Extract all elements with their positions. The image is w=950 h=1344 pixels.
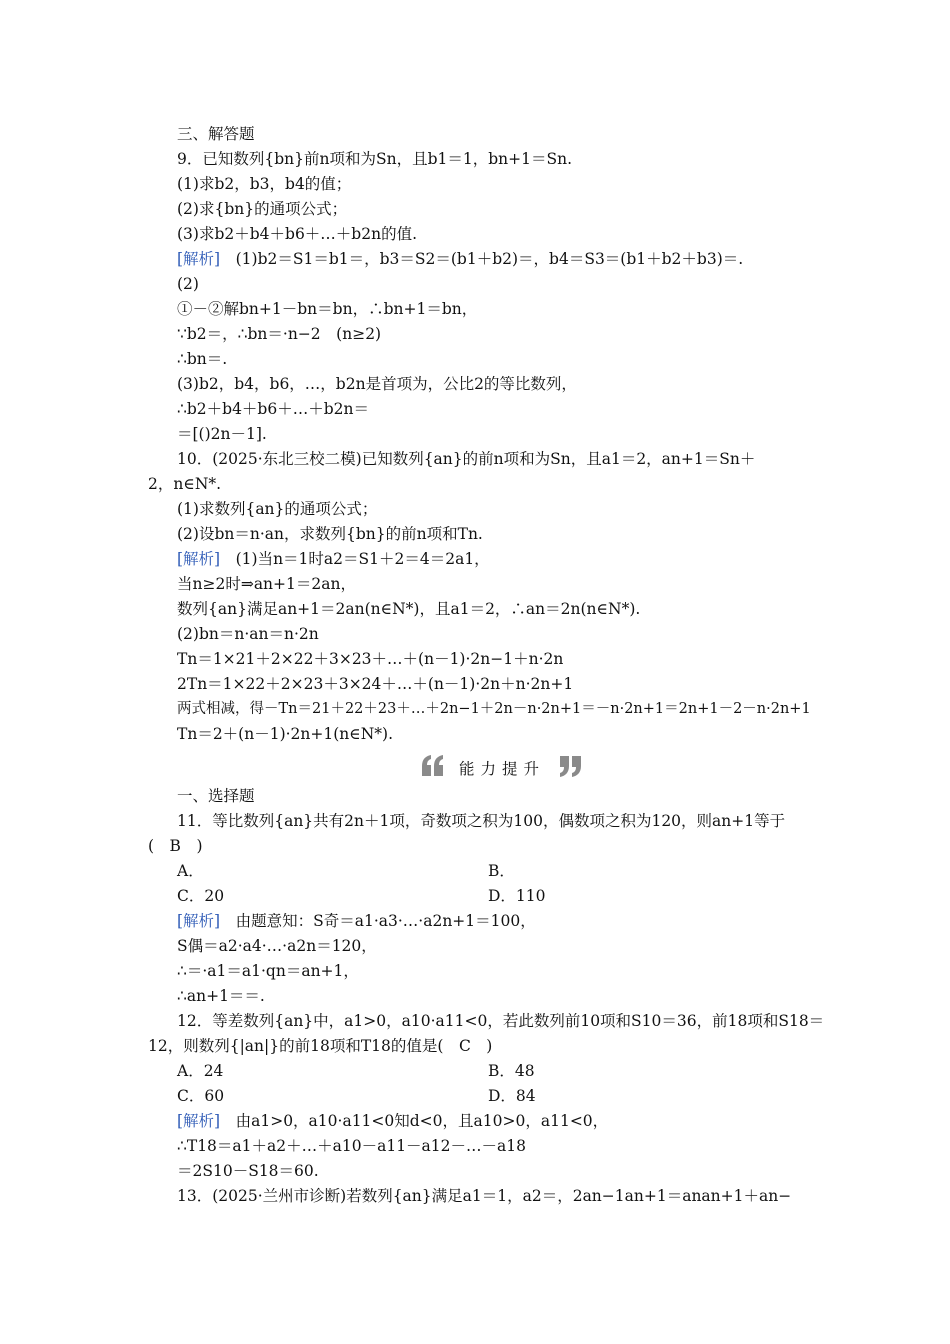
question-11-solution-3: ∴＝·a1＝a1·qn＝an+1， (177, 962, 359, 980)
question-9-part-1: (1)求b2，b3，b4的值； (177, 175, 352, 193)
analysis-tag: [解析] (177, 1112, 221, 1130)
question-9-solution-1: [解析] (1)b2＝S1＝b1＝，b3＝S2＝(b1＋b2)＝，b4＝S3＝(b1＋b2＋b3)＝. (177, 250, 744, 268)
question-12-solution-3: ＝2S10－S18＝60. (177, 1162, 319, 1180)
question-12-solution-2: ∴T18＝a1＋a2＋…＋a10－a11－a12－…－a18 (177, 1137, 526, 1155)
question-10-solution-3: 数列{an}满足an+1＝2an(n∈N*)，且a1＝2，∴an＝2n(n∈N*). (177, 600, 641, 618)
analysis-tag: [解析] (177, 550, 221, 568)
section-heading-answers: 三、解答题 (177, 125, 255, 143)
question-10-solution-2: 当n≥2时⇒an+1＝2an， (177, 575, 356, 593)
question-10-solution-6: 2Tn＝1×22＋2×23＋3×24＋…＋(n－1)·2n＋n·2n+1 (177, 675, 574, 693)
question-9-solution-7: ∴b2＋b4＋b6＋…＋b2n＝ (177, 400, 369, 418)
question-9-part-3: (3)求b2＋b4＋b6＋…＋b2n的值. (177, 225, 418, 243)
question-12-stem-line-2: 12，则数列{|an|}的前18项和T18的值是( C ) (148, 1037, 493, 1055)
question-10-solution-7: 两式相减，得－Tn＝21＋22＋23＋…＋2n−1＋2n－n·2n+1＝－n·2n+1＝2n+1－2－n·2n+1 (177, 701, 811, 717)
question-11-solution-4: ∴an+1＝＝. (177, 987, 265, 1005)
question-13-stem-line-1: 13．(2025·兰州市诊断)若数列{an}满足a1＝1，a2＝，2an−1an+1＝anan+1＋an− (177, 1187, 792, 1205)
question-10-stem-line-2: 2，n∈N*. (148, 475, 222, 493)
question-10-solution-4: (2)bn＝n·an＝n·2n (177, 625, 319, 643)
question-10-part-1: (1)求数列{an}的通项公式； (177, 500, 378, 518)
question-9-solution-3: ①－②解bn+1－bn＝bn，∴bn+1＝bn， (177, 300, 478, 318)
question-11-stem-line-1: 11．等比数列{an}共有2n＋1项，奇数项之积为100，偶数项之积为120，则an+1等于 (177, 812, 786, 830)
question-10-solution-5: Tn＝1×21＋2×22＋3×23＋…＋(n－1)·2n−1＋n·2n (177, 650, 564, 668)
question-9-solution-6: (3)b2，b4，b6，…，b2n是首项为，公比2的等比数列， (177, 375, 577, 393)
question-10-solution-1: [解析] (1)当n＝1时a2＝S1＋2＝4＝2a1， (177, 550, 490, 568)
banner-title: 能力提升 (458, 760, 545, 778)
question-11-solution-2: S偶＝a2·a4·…·a2n＝120， (177, 937, 377, 955)
question-11-option-d: D．110 (488, 887, 546, 905)
question-11-option-c: C．20 (177, 887, 225, 905)
question-11-solution-1: [解析] 由题意知：S奇＝a1·a3·…·a2n+1＝100， (177, 912, 536, 930)
question-12-option-b: B．48 (488, 1062, 535, 1080)
section-heading-choice: 一、选择题 (177, 787, 255, 805)
question-12-option-c: C．60 (177, 1087, 225, 1105)
question-9-solution-8: ＝[()2n－1]. (177, 425, 267, 443)
ability-banner (420, 752, 580, 782)
analysis-tag: [解析] (177, 912, 221, 930)
analysis-tag: [解析] (177, 250, 221, 268)
question-9-solution-4: ∵b2＝，∴bn＝·n−2 (n≥2) (177, 325, 382, 343)
question-12-option-a: A．24 (177, 1062, 224, 1080)
question-9-solution-5: ∴bn＝. (177, 350, 228, 368)
question-10-part-2: (2)设bn＝n·an，求数列{bn}的前n项和Tn. (177, 525, 483, 543)
question-11-option-b: B． (488, 862, 515, 880)
question-12-stem-line-1: 12．等差数列{an}中，a1>0，a10·a11<0，若此数列前10项和S10＝36，前18项和S18＝ (177, 1012, 825, 1030)
question-9-part-2: (2)求{bn}的通项公式； (177, 200, 348, 218)
question-9-solution-2: (2) (177, 275, 199, 293)
question-12-solution-1: [解析] 由a1>0，a10·a11<0知d<0，且a10>0，a11<0， (177, 1112, 609, 1130)
question-9-stem: 9．已知数列{bn}前n项和为Sn，且b1＝1，bn+1＝Sn. (177, 150, 573, 168)
question-12-option-d: D．84 (488, 1087, 536, 1105)
quote-close-icon (557, 754, 583, 778)
question-11-option-a: A． (177, 862, 204, 880)
question-10-solution-8: Tn＝2＋(n－1)·2n+1(n∈N*). (177, 725, 394, 743)
quote-open-icon (420, 754, 446, 778)
question-10-stem-line-1: 10．(2025·东北三校二模)已知数列{an}的前n项和为Sn，且a1＝2，an+1＝Sn＋ (177, 450, 756, 468)
question-11-stem-line-2: ( B ) (148, 837, 203, 855)
